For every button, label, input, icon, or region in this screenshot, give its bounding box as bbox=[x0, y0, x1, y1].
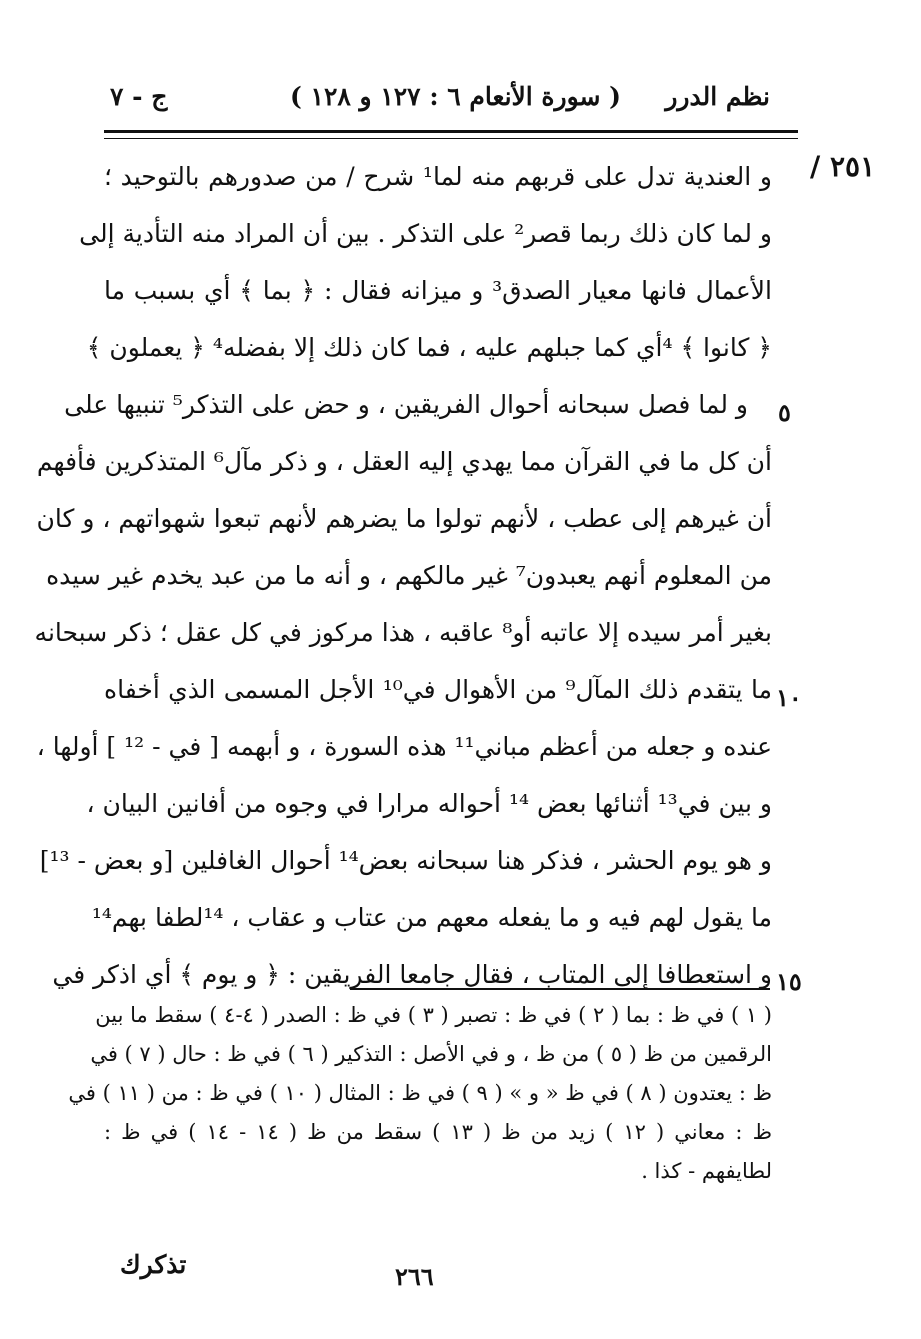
footnotes bbox=[68, 996, 772, 1191]
line-number-15: ١٥ bbox=[776, 967, 802, 996]
text-line: بغير أمر سيده إلا عاتبه أو⁸ عاقبه ، هذا مركوز في كل عقل ؛ ذكر سبحانه bbox=[34, 618, 772, 647]
text-line: و بين في¹³ أثنائها بعض ¹⁴ أحواله مرارا في وجوه من أفانين البيان ، bbox=[86, 789, 772, 818]
text-line: ما يقول لهم فيه و ما يفعله معهم من عتاب و عقاب ، ¹⁴لطفا بهم¹⁴ bbox=[91, 903, 772, 932]
text-line: عنده و جعله من أعظم مباني¹¹ هذه السورة ، و أبهمه [ في - ¹² ] أولها ، bbox=[36, 732, 772, 761]
text-line: من المعلوم أنهم يعبدون⁷ غير مالكهم ، و أنه ما من عبد يخدم غير سيده bbox=[46, 561, 772, 590]
main-text bbox=[34, 148, 773, 1003]
text-line: و هو يوم الحشر ، فذكر هنا سبحانه بعض¹⁴ أحوال الغافلين [و بعض - ¹³] bbox=[39, 846, 772, 875]
footnote-line: ظ : يعتدون ( ٨ ) في ظ « و » ( ٩ ) في ظ : المثال ( ١٠ ) في ظ : من ( ١١ ) في bbox=[68, 1081, 772, 1105]
footnote-line: لطايفهم - كذا . bbox=[641, 1159, 772, 1183]
surah-reference: ( سورة الأنعام ٦ : ١٢٧ و ١٢٨ ) bbox=[290, 82, 621, 111]
footnote-rule bbox=[350, 988, 770, 990]
text-line: و العندية تدل على قربهم منه لما¹ شرح / من صدورهم بالتوحيد ؛ bbox=[104, 162, 772, 191]
catchword: تذكرك bbox=[120, 1250, 187, 1279]
margin-page-number: ٢٥١ / bbox=[810, 150, 876, 183]
volume-label: ج - ٧ bbox=[110, 82, 168, 111]
line-number-5: ٥ bbox=[778, 398, 791, 427]
footnote-line: ظ : معاني ( ١٢ ) زيد من ظ ( ١٣ ) سقط من ظ ( ١٤ - ١٤ ) في ظ : bbox=[104, 1120, 772, 1144]
text-line: الأعمال فانها معيار الصدق³ و ميزانه فقال : ﴿ بما ﴾ أي بسبب ما bbox=[104, 276, 773, 305]
book-title: نظم الدرر bbox=[665, 82, 770, 111]
text-line: أن كل ما في القرآن مما يهدي إليه العقل ، و ذكر مآل⁶ المتذكرين فأفهم bbox=[36, 447, 772, 476]
text-line: و لما كان ذلك ربما قصر² على التذكر . بين أن المراد منه التأدية إلى bbox=[79, 219, 772, 248]
text-line: أن غيرهم إلى عطب ، لأنهم تولوا ما يضرهم لأنهم تبعوا شهواتهم ، و كان bbox=[36, 504, 772, 533]
footnote-line: الرقمين من ظ ( ٥ ) من ظ ، و في الأصل : التذكير ( ٦ ) في ظ : حال ( ٧ ) في bbox=[90, 1042, 772, 1066]
text-line: ﴿ كانوا ﴾ ⁴أي كما جبلهم عليه ، فما كان ذلك إلا بفضله⁴ ﴿ يعملون ﴾ bbox=[86, 333, 772, 362]
line-number-10: ١٠ bbox=[776, 683, 802, 712]
text-line: ما يتقدم ذلك المآل⁹ من الأهوال في¹⁰ الأجل المسمى الذي أخفاه bbox=[104, 675, 772, 704]
page-number: ٢٦٦ bbox=[395, 1262, 434, 1291]
footnote-line: ( ١ ) في ظ : بما ( ٢ ) في ظ : تصبر ( ٣ ) في ظ : الصدر ( ٤-٤ ) سقط ما بين bbox=[95, 1003, 772, 1027]
text-line: و استعطافا إلى المتاب ، فقال جامعا الفريقين : ﴿ و يوم ﴾ أي اذكر في bbox=[52, 960, 772, 989]
text-line: و لما فصل سبحانه أحوال الفريقين ، و حض على التذكر⁵ تنبيها على bbox=[64, 390, 748, 419]
header-rule bbox=[104, 130, 798, 139]
running-header bbox=[110, 82, 770, 122]
